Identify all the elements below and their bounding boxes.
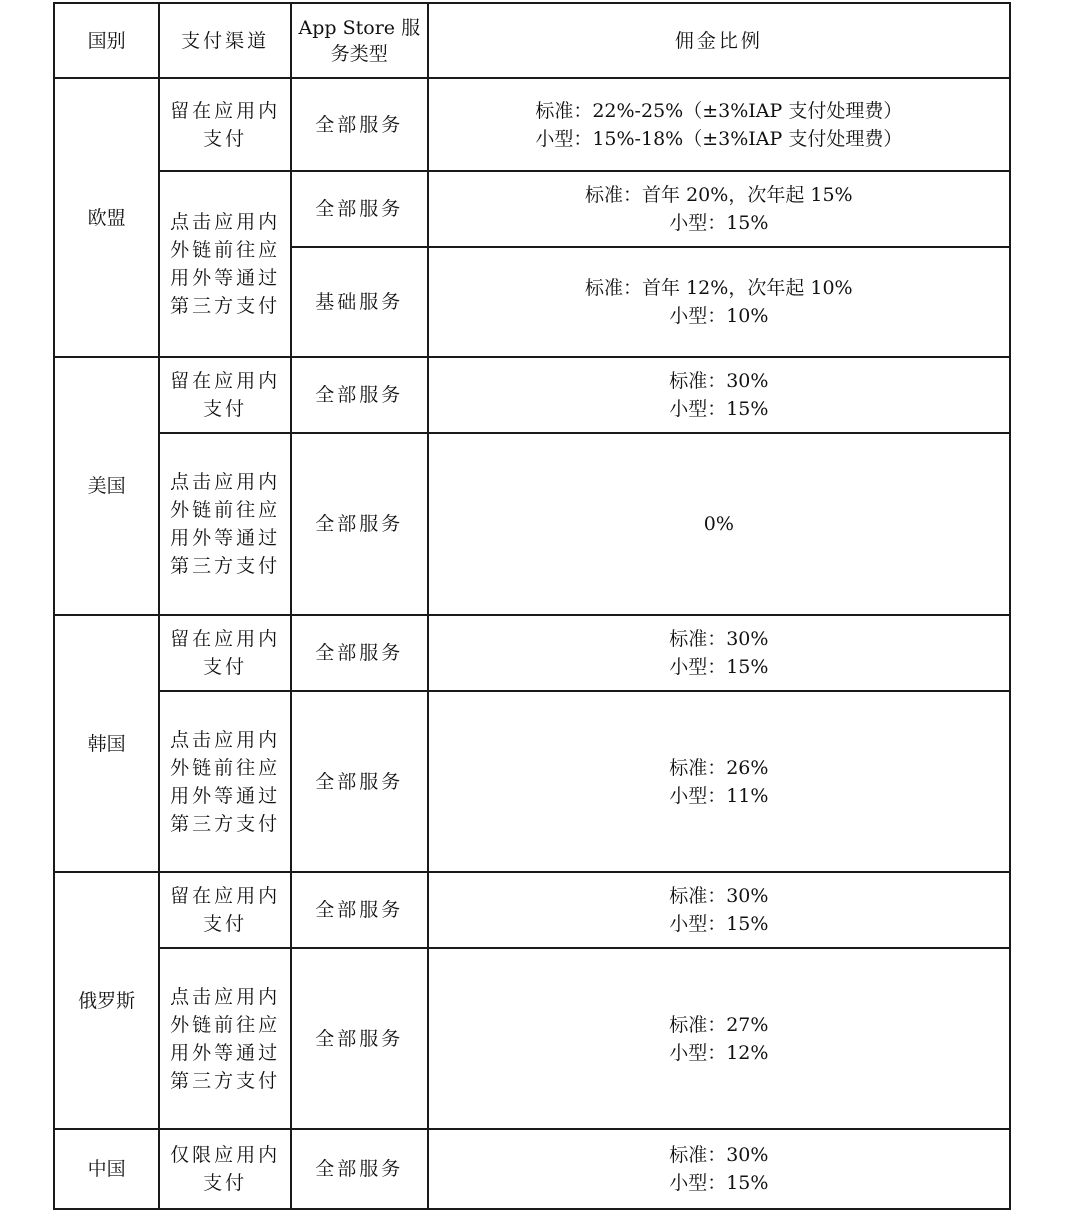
rate-cell bbox=[428, 357, 1010, 433]
rate-small: 小型：12% bbox=[669, 1041, 769, 1064]
channel-cell: 留在应用内支付 bbox=[159, 357, 291, 433]
rate-standard: 标准：27% bbox=[669, 1013, 769, 1036]
rate-cell bbox=[428, 948, 1010, 1129]
rate-standard: 标准：30% bbox=[669, 885, 769, 907]
table-row bbox=[54, 433, 1010, 615]
rate-standard: 标准：首年 12%，次年起 10% bbox=[585, 277, 853, 299]
rate-cell bbox=[428, 78, 1010, 171]
table-row bbox=[54, 357, 1010, 433]
table-row bbox=[54, 872, 1010, 948]
channel-cell: 点击应用内外链前往应用外等通过第三方支付 bbox=[159, 171, 291, 357]
service-cell: 全部服务 bbox=[291, 357, 428, 433]
table-row bbox=[54, 691, 1010, 872]
rate-standard: 标准：22%-25%（±3%IAP 支付处理费） bbox=[535, 99, 903, 122]
service-cell: 全部服务 bbox=[291, 948, 428, 1129]
country-cell: 美国 bbox=[54, 357, 159, 615]
service-cell: 全部服务 bbox=[291, 171, 428, 247]
rate-small: 小型：15%-18%（±3%IAP 支付处理费） bbox=[535, 127, 903, 150]
rate-cell bbox=[428, 433, 1010, 615]
rate-value: 0% bbox=[703, 513, 734, 535]
rate-cell bbox=[428, 1129, 1010, 1209]
service-cell: 全部服务 bbox=[291, 1129, 428, 1209]
table-row bbox=[54, 948, 1010, 1129]
service-cell: 全部服务 bbox=[291, 78, 428, 171]
rate-cell bbox=[428, 691, 1010, 872]
table-row bbox=[54, 171, 1010, 247]
rate-cell bbox=[428, 872, 1010, 948]
country-cell: 俄罗斯 bbox=[54, 872, 159, 1129]
header-channel: 支付渠道 bbox=[159, 3, 291, 78]
channel-cell: 点击应用内外链前往应用外等通过第三方支付 bbox=[159, 691, 291, 872]
channel-cell: 点击应用内外链前往应用外等通过第三方支付 bbox=[159, 433, 291, 615]
rate-small: 小型：15% bbox=[669, 1172, 769, 1194]
table-row bbox=[54, 78, 1010, 171]
country-cell: 欧盟 bbox=[54, 78, 159, 357]
header-service: App Store 服务类型 bbox=[291, 3, 428, 78]
country-cell: 韩国 bbox=[54, 615, 159, 872]
header-country: 国别 bbox=[54, 3, 159, 78]
channel-cell: 留在应用内支付 bbox=[159, 615, 291, 691]
rate-standard: 标准：26% bbox=[669, 756, 769, 779]
rate-small: 小型：15% bbox=[669, 212, 769, 234]
header-rate: 佣金比例 bbox=[428, 3, 1010, 78]
channel-cell: 留在应用内支付 bbox=[159, 872, 291, 948]
rate-cell bbox=[428, 171, 1010, 247]
rate-cell bbox=[428, 615, 1010, 691]
service-cell: 全部服务 bbox=[291, 433, 428, 615]
rate-small: 小型：15% bbox=[669, 398, 769, 420]
service-cell: 基础服务 bbox=[291, 247, 428, 357]
rate-standard: 标准：30% bbox=[669, 370, 769, 392]
service-cell: 全部服务 bbox=[291, 615, 428, 691]
channel-cell: 留在应用内支付 bbox=[159, 78, 291, 171]
service-cell: 全部服务 bbox=[291, 691, 428, 872]
rate-small: 小型：15% bbox=[669, 656, 769, 678]
rate-cell bbox=[428, 247, 1010, 357]
rate-small: 小型：11% bbox=[669, 784, 769, 807]
country-cell: 中国 bbox=[54, 1129, 159, 1209]
table-row bbox=[54, 615, 1010, 691]
header-row bbox=[54, 3, 1010, 78]
rate-small: 小型：15% bbox=[669, 913, 769, 935]
table-row bbox=[54, 1129, 1010, 1209]
service-cell: 全部服务 bbox=[291, 872, 428, 948]
rate-standard: 标准：30% bbox=[669, 628, 769, 650]
channel-cell: 仅限应用内支付 bbox=[159, 1129, 291, 1209]
commission-table bbox=[53, 2, 1011, 1210]
rate-standard: 标准：首年 20%，次年起 15% bbox=[585, 184, 853, 206]
channel-cell: 点击应用内外链前往应用外等通过第三方支付 bbox=[159, 948, 291, 1129]
rate-standard: 标准：30% bbox=[669, 1144, 769, 1166]
rate-small: 小型：10% bbox=[669, 305, 769, 327]
